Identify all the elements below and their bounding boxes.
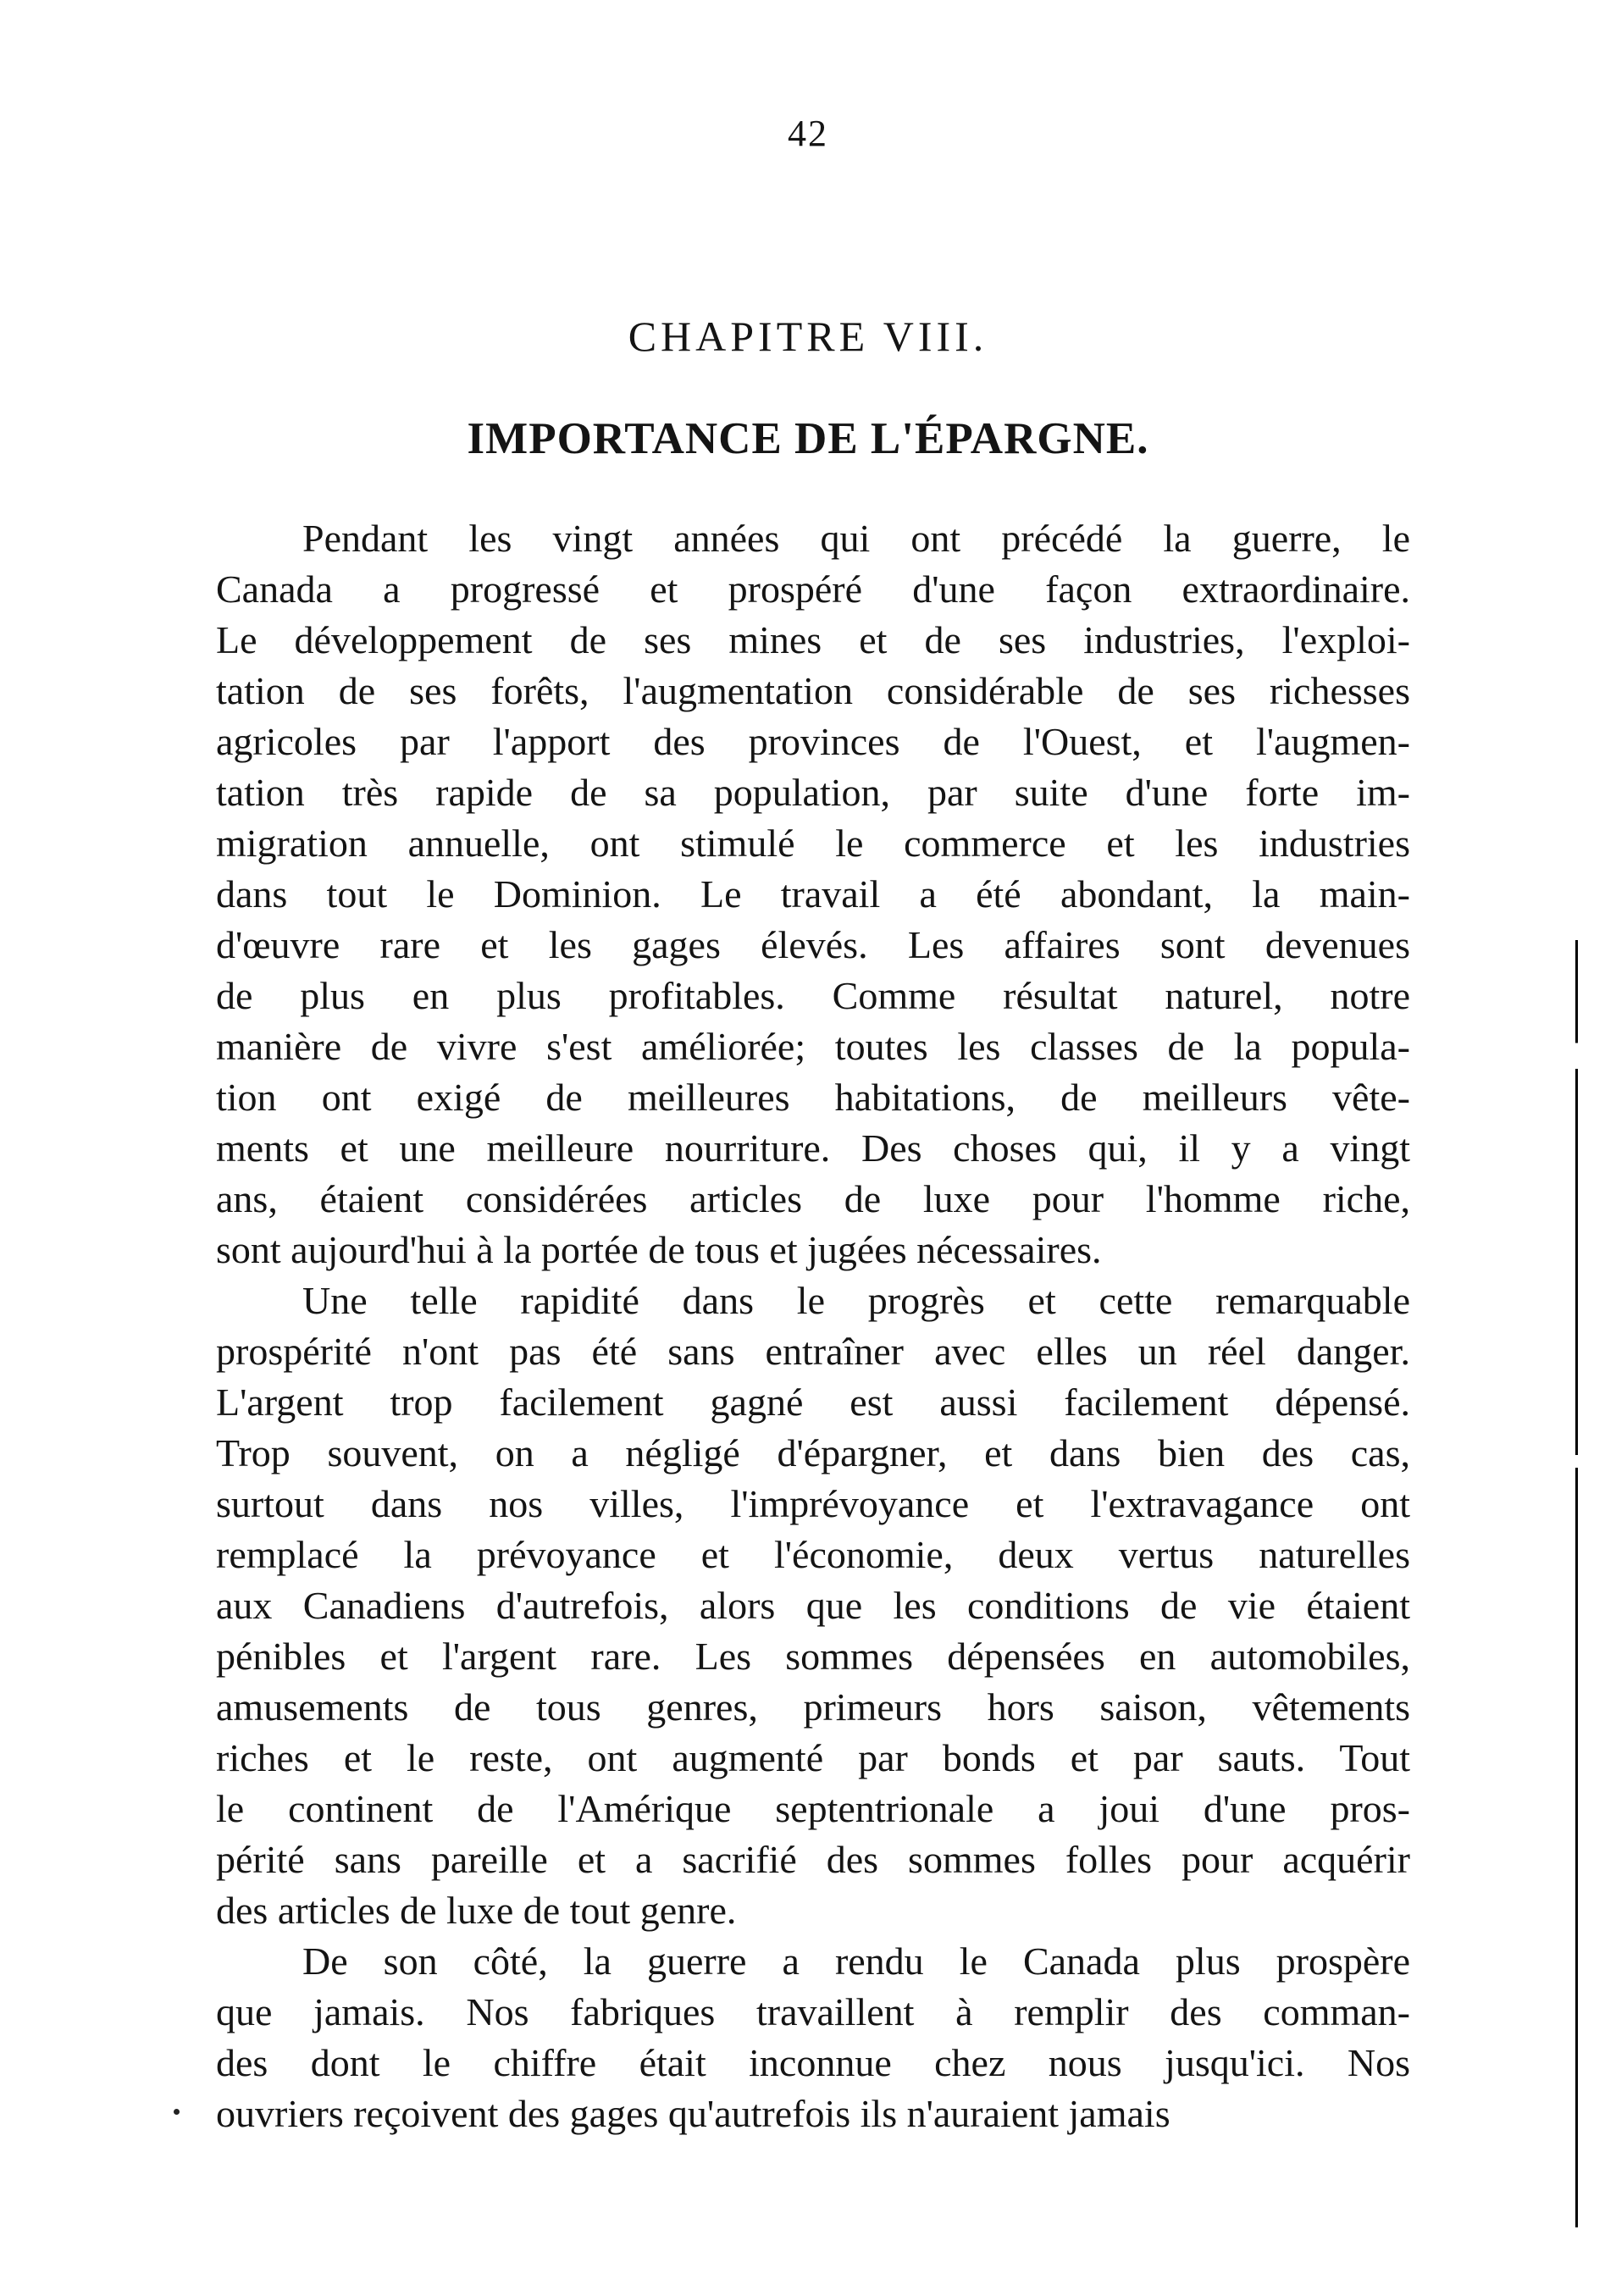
text-line: ans, étaient considérées articles de luxe pour l'homme riche,	[216, 1177, 1410, 1220]
text-line: d'œuvre rare et les gages élevés. Les affaires sont devenues	[216, 923, 1410, 966]
text-line: riches et le reste, ont augmenté par bonds et par sauts. Tout	[216, 1736, 1410, 1779]
text-line: aux Canadiens d'autrefois, alors que les conditions de vie étaient	[216, 1584, 1410, 1627]
text-line: sont aujourd'hui à la portée de tous et jugées nécessaires.	[216, 1228, 1102, 1271]
text-line: prospérité n'ont pas été sans entraîner avec elles un réel danger.	[216, 1330, 1410, 1373]
text-line: tation très rapide de sa population, par suite d'une forte im-	[216, 771, 1410, 814]
text-line: Canada a progressé et prospéré d'une façon extraordinaire.	[216, 567, 1410, 611]
text-line: Trop souvent, on a négligé d'épargner, et dans bien des cas,	[216, 1431, 1410, 1474]
text-line: des dont le chiffre était inconnue chez nous jusqu'ici. Nos	[216, 2041, 1410, 2084]
chapter-heading: CHAPITRE VIII.	[628, 313, 988, 360]
text-line: tation de ses forêts, l'augmentation considérable de ses richesses	[216, 669, 1410, 712]
text-line: que jamais. Nos fabriques travaillent à remplir des comman-	[216, 1990, 1410, 2033]
text-line: migration annuelle, ont stimulé le commerce et les industries	[216, 822, 1410, 865]
text-line: Le développement de ses mines et de ses industries, l'exploi-	[216, 618, 1410, 661]
text-line: remplacé la prévoyance et l'économie, deux vertus naturelles	[216, 1533, 1410, 1576]
text-line: amusements de tous genres, primeurs hors saison, vêtements	[216, 1685, 1410, 1729]
text-line: ments et une meilleure nourriture. Des choses qui, il y a vingt	[216, 1126, 1410, 1170]
scan-margin-line	[1575, 940, 1578, 2227]
text-line: le continent de l'Amérique septentrionale a joui d'une pros-	[216, 1787, 1410, 1830]
page-number: 42	[788, 113, 828, 154]
text-line: tion ont exigé de meilleures habitations, de meilleurs vête-	[216, 1076, 1410, 1119]
paragraph	[216, 1936, 1410, 2139]
text-line: dans tout le Dominion. Le travail a été abondant, la main-	[216, 872, 1410, 916]
text-line: ouvriers reçoivent des gages qu'autrefois ils n'auraient jamais	[216, 2092, 1170, 2135]
text-line: Pendant les vingt années qui ont précédé la guerre, le	[302, 517, 1410, 560]
paragraph	[216, 513, 1410, 1275]
scan-speck	[174, 2109, 180, 2115]
body-text	[216, 513, 1410, 2139]
chapter-title: IMPORTANCE DE L'ÉPARGNE.	[467, 414, 1149, 463]
text-line: surtout dans nos villes, l'imprévoyance et l'extravagance ont	[216, 1482, 1410, 1525]
text-line: L'argent trop facilement gagné est aussi facilement dépensé.	[216, 1380, 1410, 1424]
text-line: manière de vivre s'est améliorée; toutes les classes de la popula-	[216, 1025, 1410, 1068]
text-line: périté sans pareille et a sacrifié des sommes folles pour acquérir	[216, 1838, 1410, 1881]
text-line: des articles de luxe de tout genre.	[216, 1889, 737, 1932]
text-line: De son côté, la guerre a rendu le Canada plus prospère	[302, 1939, 1410, 1983]
text-line: agricoles par l'apport des provinces de l'Ouest, et l'augmen-	[216, 720, 1410, 763]
text-line: de plus en plus profitables. Comme résultat naturel, notre	[216, 974, 1410, 1017]
text-line: Une telle rapidité dans le progrès et cette remarquable	[302, 1279, 1410, 1322]
text-line: pénibles et l'argent rare. Les sommes dépensées en automobiles,	[216, 1635, 1410, 1678]
paragraph	[216, 1275, 1410, 1936]
